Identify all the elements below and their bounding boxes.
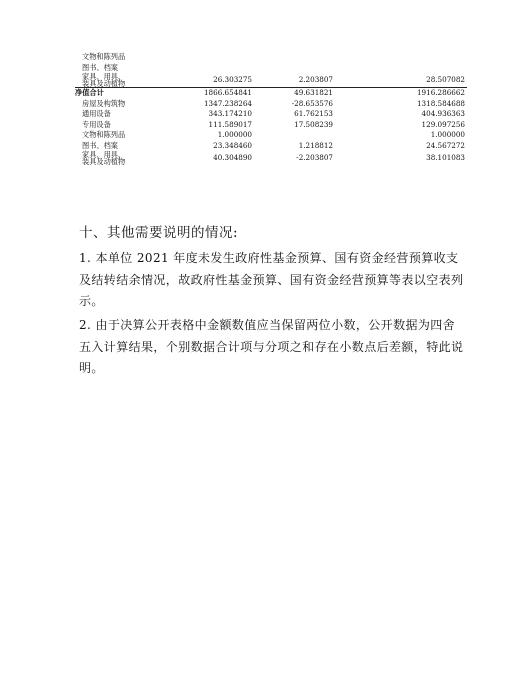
row-label: 净值合计 <box>75 88 104 97</box>
row-label: 房屋及构筑物 <box>82 98 126 108</box>
table-row <box>70 151 470 165</box>
table-row <box>70 52 470 63</box>
row-label-line1: 家具、用具、 <box>82 150 126 159</box>
cell-end-value: 38.101083 <box>426 153 465 162</box>
row-label: 专用设备 <box>82 119 111 129</box>
cell-change-value: 2.203807 <box>298 75 333 84</box>
cell-start-value: 111.589017 <box>208 119 252 129</box>
note-paragraph-2: 2. 由于决算公开表格中金额数值应当保留两位小数，公开数据为四舍五入计算结果，个别数据合计项与分项之和存在小数点后差额，特此说明。 <box>79 318 464 375</box>
cell-end-value: 24.567272 <box>426 140 465 150</box>
row-label <box>82 151 125 165</box>
cell-start-value: 1.000000 <box>217 130 252 139</box>
row-label: 文物和陈列品 <box>82 52 126 61</box>
cell-end-value: 129.097256 <box>421 119 465 129</box>
row-label: 文物和陈列品 <box>82 130 126 139</box>
table-row <box>70 73 470 87</box>
cell-change-value: 61.762153 <box>294 109 333 118</box>
note-paragraph-1: 1. 本单位 2021 年度未发生政府性基金预算、国有资金经营预算收支及结转结余情况，故政府性基金预算、国有资金经营预算等表以空表列示。 <box>79 251 464 308</box>
cell-end-value: 404.936363 <box>421 109 465 118</box>
row-label: 图书、档案 <box>82 62 118 72</box>
asset-table <box>70 52 470 165</box>
row-label: 通用设备 <box>82 109 111 118</box>
cell-start-value: 40.304890 <box>213 153 252 162</box>
cell-end-value: 1916.286662 <box>416 88 465 97</box>
cell-start-value: 1347.238264 <box>203 98 252 108</box>
cell-change-value: -2.203807 <box>296 153 333 162</box>
table-row <box>70 109 470 120</box>
row-label-line2: 装具及动植物 <box>82 157 126 167</box>
cell-end-value: 28.507082 <box>426 75 465 84</box>
cell-change-value: 17.508239 <box>294 119 333 129</box>
row-label: 图书、档案 <box>82 140 118 150</box>
net-total-row <box>70 88 470 99</box>
table-row <box>70 130 470 141</box>
table-row <box>70 120 470 131</box>
row-label-line1: 家具、用具、 <box>82 72 126 81</box>
table-row <box>70 141 470 152</box>
cell-change-value: 1.218812 <box>298 140 333 150</box>
cell-start-value: 1866.654841 <box>203 88 252 97</box>
cell-change-value: -28.653576 <box>291 98 333 108</box>
cell-change-value: 49.631821 <box>294 88 333 97</box>
table-row <box>70 63 470 74</box>
cell-end-value: 1318.584688 <box>416 98 465 108</box>
section-heading: 十、其他需要说明的情况: <box>79 225 239 241</box>
cell-start-value: 343.174210 <box>208 109 252 118</box>
cell-start-value: 26.303275 <box>213 75 252 84</box>
table-row <box>70 99 470 110</box>
row-label-line2: 装具及动植物 <box>82 79 126 89</box>
row-label <box>82 73 125 87</box>
cell-end-value: 1.000000 <box>430 130 465 139</box>
cell-start-value: 23.348460 <box>213 140 252 150</box>
